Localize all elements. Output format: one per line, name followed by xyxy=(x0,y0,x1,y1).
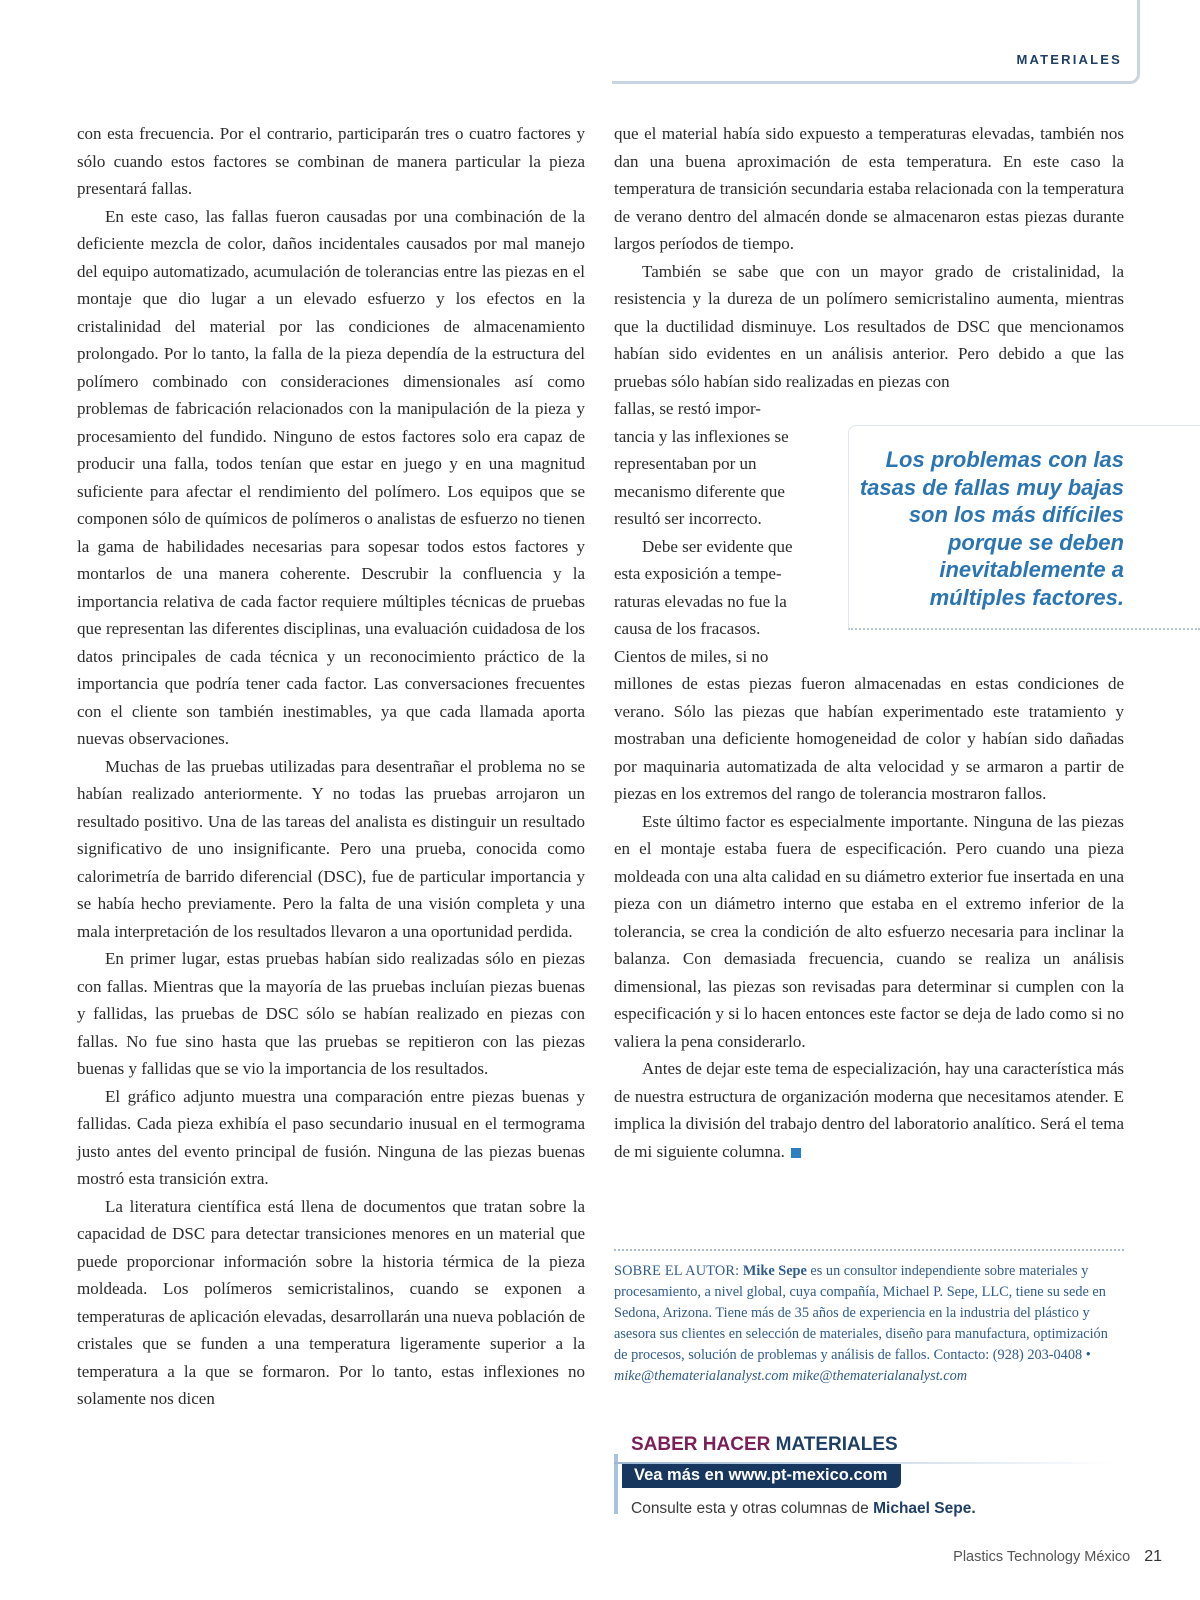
author-name: Mike Sepe xyxy=(742,1263,807,1279)
paragraph-text: Antes de dejar este tema de especialización, hay una característica más de nuestra estructura de organización moderna que necesitamos atender. E implica la división del trabajo dentro del laboratorio analítico. Será el tema de mi siguiente columna. xyxy=(614,1059,1124,1161)
publication-name: Plastics Technology México xyxy=(953,1549,1131,1565)
paragraph-line: Cientos de miles, si no xyxy=(614,646,769,666)
author-bio xyxy=(614,1261,1114,1387)
paragraph: con esta frecuencia. Por el contrario, participarán tres o cuatro factores y sólo cuando estos factores se combinan de manera particular la pieza presentará fallas. xyxy=(77,124,585,198)
promo-subtitle-text: Consulte esta y otras columnas de xyxy=(631,1500,874,1517)
paragraph: En primer lugar, estas pruebas habían sido realizadas sólo en piezas con fallas. Mientras que la mayoría de las pruebas incluían piezas buenas y fallidas, las pruebas de DSC sólo se habían realizado en piezas con fallas. No fue sino hasta que las pruebas se repitieron con las piezas buenas y fallidas que se vio la importancia de los resultados. xyxy=(77,949,585,1078)
paragraph: Muchas de las pruebas utilizadas para desentrañar el problema no se habían realizado anteriormente. Y no todas las pruebas arrojaron un resultado positivo. Una de las tareas del analista es distinguir un resultado significativo de uno insignificante. Pero una prueba, conocida como calorimetría de barrido diferencial (DSC), fue de particular importancia y se había hecho previamente. Pero la falta de una visión completa y una mala interpretación de los resultados llevaron a una oportunidad perdida. xyxy=(77,756,585,941)
pull-quote: Los problemas con las tasas de fallas muy bajas son los más difíciles porque se deben inevitablemente a múltiples factores. xyxy=(859,447,1124,610)
paragraph-line: raturas elevadas no fue la xyxy=(614,591,787,611)
paragraph-line: millones de estas piezas fueron almacenadas en estas condiciones de verano. Sólo las piezas que habían experimentado este tratamiento y mostraban una deficiente homogeneidad de color y habían sido dañadas por maquinaria automatizada de alta velocidad y se armaron a partir de piezas en los extremos del rango de tolerancia mostraron fallos. xyxy=(614,674,1124,803)
promo-title-part2: MATERIALES xyxy=(775,1434,898,1455)
promo-title-part1: SABER HACER xyxy=(631,1434,771,1455)
promo-block xyxy=(614,1432,1154,1522)
paragraph: En este caso, las fallas fueron causadas por una combinación de la deficiente mezcla de color, daños incidentales causados por mal manejo del equipo automatizado, acumulación de tolerancias entre las piezas en el montaje que dio lugar a un elevado esfuerzo y los efectos en la cristalinidad del material por las condiciones de almacenamiento prolongado. Por lo tanto, la falla de la pieza dependía de la estructura del polímero combinado con consideraciones dimensionales así como problemas de fabricación relacionados con la manipulación de la pieza y procesamiento del fundido. Ninguno de estos factores solo era capaz de producir una falla, todos tenían que estar en juego y en una magnitud suficiente para afectar el rendimiento del polímero. Los equipos que se componen sólo de químicos de polímeros o analistas de esfuerzo no tienen la gama de habilidades necesarias para sopesar todos estos factores y montarlos de una manera coherente. Descrubir la confluencia y la importancia relativa de cada factor requiere múltiples técnicas de pruebas que representan las diferentes disciplinas, una evaluación cuidadosa de los datos principales de cada técnica y un reconocimiento práctico de la importancia que podría tener cada factor. Las conversaciones frecuentes con el cliente son también inestimables, ya que cada llamada aporta nuevas observaciones. xyxy=(77,206,585,748)
paragraph: Este último factor es especialmente importante. Ninguna de las piezas en el montaje estaba fuera de especificación. Pero cuando una pieza moldeada con una alta calidad en su diámetro exterior fue insertada en una pieza con un diámetro interno que estaba en el extremo inferior de la tolerancia, se crea la condición de alto esfuerzo necesaria para inclinar la balanza. Con demasiada frecuencia, cuando se realiza un análisis dimensional, las piezas son revisadas para determinar si cumplen con la especificación y si lo hacen entonces este factor se deja de lado como si no valiera la pena considerarlo. xyxy=(614,811,1124,1051)
website-link-button[interactable]: Vea más en www.pt-mexico.com xyxy=(622,1464,901,1488)
section-label: MATERIALES xyxy=(1016,52,1122,67)
paragraph-line: esta exposición a tempe- xyxy=(614,564,782,583)
promo-subtitle xyxy=(631,1500,976,1518)
right-column xyxy=(614,120,1124,1165)
paragraph-line: resultó ser incorrecto. xyxy=(614,509,762,528)
header-frame xyxy=(612,0,1140,84)
paragraph-line: mecanismo diferente que xyxy=(614,481,785,501)
email-link[interactable]: mike@thematerialanalyst.com xyxy=(792,1368,968,1384)
paragraph: que el material había sido expuesto a temperaturas elevadas, también nos dan una buena aproximación de esta temperatura. En este caso la temperatura de transición secundaria estaba relacionada con la temperatura de verano dentro del almacén donde se almacenaron estas piezas durante largos períodos de tiempo. xyxy=(614,124,1124,253)
left-column xyxy=(77,120,585,1413)
paragraph: El gráfico adjunto muestra una comparación entre piezas buenas y fallidas. Cada pieza exhibía el paso secundario inusual en el termograma justo antes del evento principal de fusión. Ninguna de las piezas buenas mostró esta transición extra. xyxy=(77,1086,585,1188)
promo-title xyxy=(631,1434,898,1456)
page-number: 21 xyxy=(1144,1548,1162,1565)
paragraph: También se sabe que con un mayor grado de cristalinidad, la resistencia y la dureza de un polímero semicristalino aumenta, mientras que la ductilidad disminuye. Los resultados de DSC que mencionamos habían sido evidentes en un análisis anterior. Pero debido a que las pruebas sólo habían sido realizadas en piezas con xyxy=(614,261,1124,391)
footer xyxy=(953,1548,1162,1566)
end-of-article-icon xyxy=(791,1148,801,1158)
author-bio-text: es un consultor independiente sobre materiales y procesamiento, a nivel global, cuya compañía, Michael P. Sepe, LLC, tiene su sede en Sedona, Arizona. Tiene más de 35 años de experiencia en la industria del plástico y asesora sus clientes en selección de materiales, diseño para manufactura, optimización de procesos, solución de problemas y análisis de fallos. Contacto: (928) 203-0408 • xyxy=(614,1263,1108,1363)
email-link[interactable]: mike@thematerialanalyst.com xyxy=(614,1368,789,1384)
divider xyxy=(614,1249,1124,1251)
pull-quote-box xyxy=(848,425,1200,630)
author-label: SOBRE EL AUTOR: xyxy=(614,1263,740,1279)
paragraph xyxy=(614,1055,1124,1165)
promo-subtitle-author: Michael Sepe. xyxy=(873,1500,976,1517)
paragraph-line: representaban por un xyxy=(614,454,757,473)
paragraph-line: Debe ser evidente que xyxy=(642,536,793,556)
paragraph-line: causa de los fracasos. xyxy=(614,619,761,638)
paragraph: La literatura científica está llena de documentos que tratan sobre la capacidad de DSC para detectar transiciones menores en un material que puede proporcionar información sobre la historia térmica de la pieza moldeada. Los polímeros semicristalinos, cuando se exponen a temperaturas de aplicación elevadas, desarrollarán una nueva población de cristales que se funden a una temperatura ligeramente superior a la temperatura a la que se formaron. Por lo tanto, estas inflexiones no solamente nos dicen xyxy=(77,1196,585,1408)
paragraph-line: fallas, se restó impor- xyxy=(614,399,761,418)
paragraph-line: tancia y las inflexiones se xyxy=(614,426,789,446)
